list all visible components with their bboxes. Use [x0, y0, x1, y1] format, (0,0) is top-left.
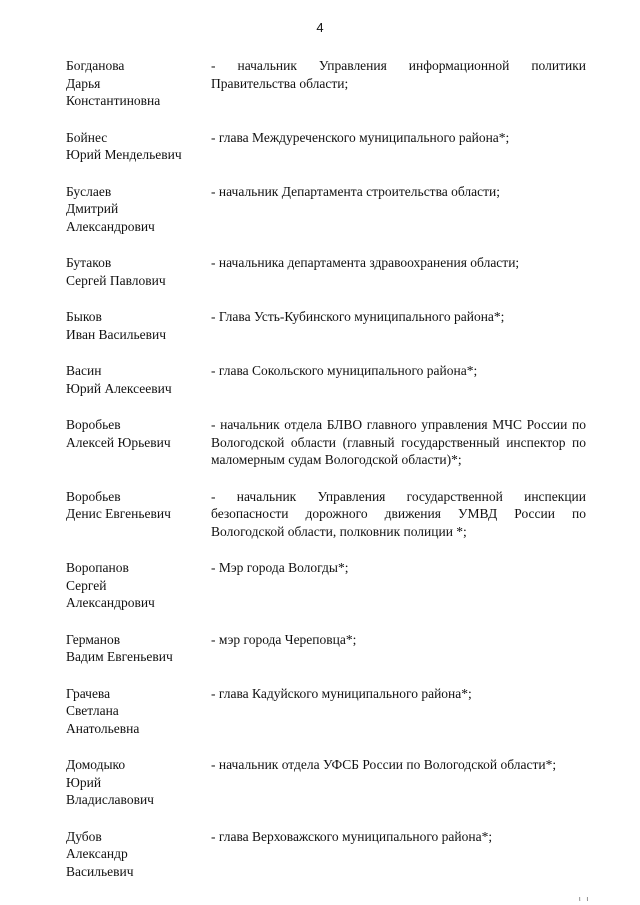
member-name-line: Дмитрий [66, 201, 119, 216]
member-name-line: Васильевич [66, 863, 134, 879]
member-name-line: Денис Евгеньевич [66, 506, 171, 521]
member-name-line: Воропанов [66, 560, 129, 575]
member-name-line: Грачева [66, 685, 111, 701]
member-entry [66, 129, 586, 164]
member-name [66, 685, 211, 738]
member-role: - начальника департамента здравоохранения области; [211, 255, 520, 270]
member-name [66, 308, 211, 343]
member-name-line: Иван Васильевич [66, 326, 167, 342]
member-name-line: Вадим Евгеньевич [66, 649, 173, 664]
member-role: - мэр города Череповца*; [211, 631, 357, 647]
member-entry [66, 308, 586, 343]
member-role: - начальник Департамента строительства области; [211, 183, 501, 199]
member-entry [66, 183, 586, 236]
member-name-line: Буслаев [66, 183, 112, 199]
member-entry [66, 416, 586, 469]
member-name-line: Анатольевна [66, 720, 140, 736]
member-role: - начальник Управления государственной инспекции безопасности дорожного движения УМВД России по Вологодской области, полковник полиции *; [211, 488, 586, 539]
member-role: - глава Сокольского муниципального района*; [211, 363, 478, 378]
member-name-line: Александрович [66, 595, 155, 610]
member-name-line: Юрий [66, 774, 102, 790]
member-name-line: Воробьев [66, 417, 121, 432]
member-name-line: Константиновна [66, 93, 161, 108]
member-name-line: Бойнес [66, 129, 108, 145]
member-role: - глава Междуреченского муниципального района*; [211, 129, 510, 145]
member-name-line: Светлана [66, 703, 119, 718]
member-role: - начальник отдела УФСБ России по Вологодской области*; [211, 757, 557, 772]
member-name [66, 756, 211, 809]
member-entry [66, 631, 586, 666]
member-entry [66, 254, 586, 289]
member-entry [66, 756, 586, 809]
member-name-line: Домодыко [66, 757, 126, 772]
member-entry [66, 488, 586, 541]
member-role: - Глава Усть-Кубинского муниципального района*; [211, 309, 505, 324]
member-name-line: Быков [66, 309, 102, 324]
member-name [66, 362, 211, 397]
member-name-line: Дарья [66, 75, 101, 91]
member-role: - начальник Управления информационной политики Правительства области; [211, 58, 586, 91]
member-name [66, 631, 211, 666]
member-list [66, 57, 586, 899]
member-entry [66, 57, 586, 110]
member-name-line: Александрович [66, 218, 155, 234]
member-name [66, 254, 211, 289]
member-name-line: Бутаков [66, 255, 112, 270]
member-role: - глава Кадуйского муниципального района*; [211, 685, 472, 701]
member-name [66, 416, 211, 451]
member-name-line: Васин [66, 363, 102, 378]
member-name-line: Сергей [66, 577, 107, 593]
member-role: - начальник отдела БЛВО главного управления МЧС России по Вологодской области (главный государственный инспектор по маломерным судам Вологодской области)*; [211, 417, 586, 467]
member-name-line: Дубов [66, 828, 102, 844]
member-name [66, 57, 211, 110]
member-name-line: Воробьев [66, 488, 121, 504]
member-name [66, 559, 211, 612]
member-entry [66, 828, 586, 881]
member-name [66, 828, 211, 881]
member-entry [66, 685, 586, 738]
member-name [66, 488, 211, 523]
member-name-line: Владиславович [66, 792, 154, 807]
member-name-line: Юрий Мендельевич [66, 147, 182, 162]
member-role: - Мэр города Вологды*; [211, 560, 349, 575]
member-role: - глава Верховажского муниципального района*; [211, 828, 493, 844]
member-name-line: Юрий Алексеевич [66, 380, 172, 396]
member-name [66, 129, 211, 164]
member-name-line: Александр [66, 846, 128, 861]
member-entry [66, 362, 586, 397]
member-name-line: Алексей Юрьевич [66, 434, 171, 450]
member-name-line: Сергей Павлович [66, 272, 166, 288]
member-name [66, 183, 211, 236]
member-name-line: Германов [66, 631, 121, 647]
page-number: 4 [316, 20, 324, 35]
member-entry [66, 559, 586, 612]
footer-mark: ι ι [578, 896, 590, 903]
member-name-line: Богданова [66, 58, 125, 73]
